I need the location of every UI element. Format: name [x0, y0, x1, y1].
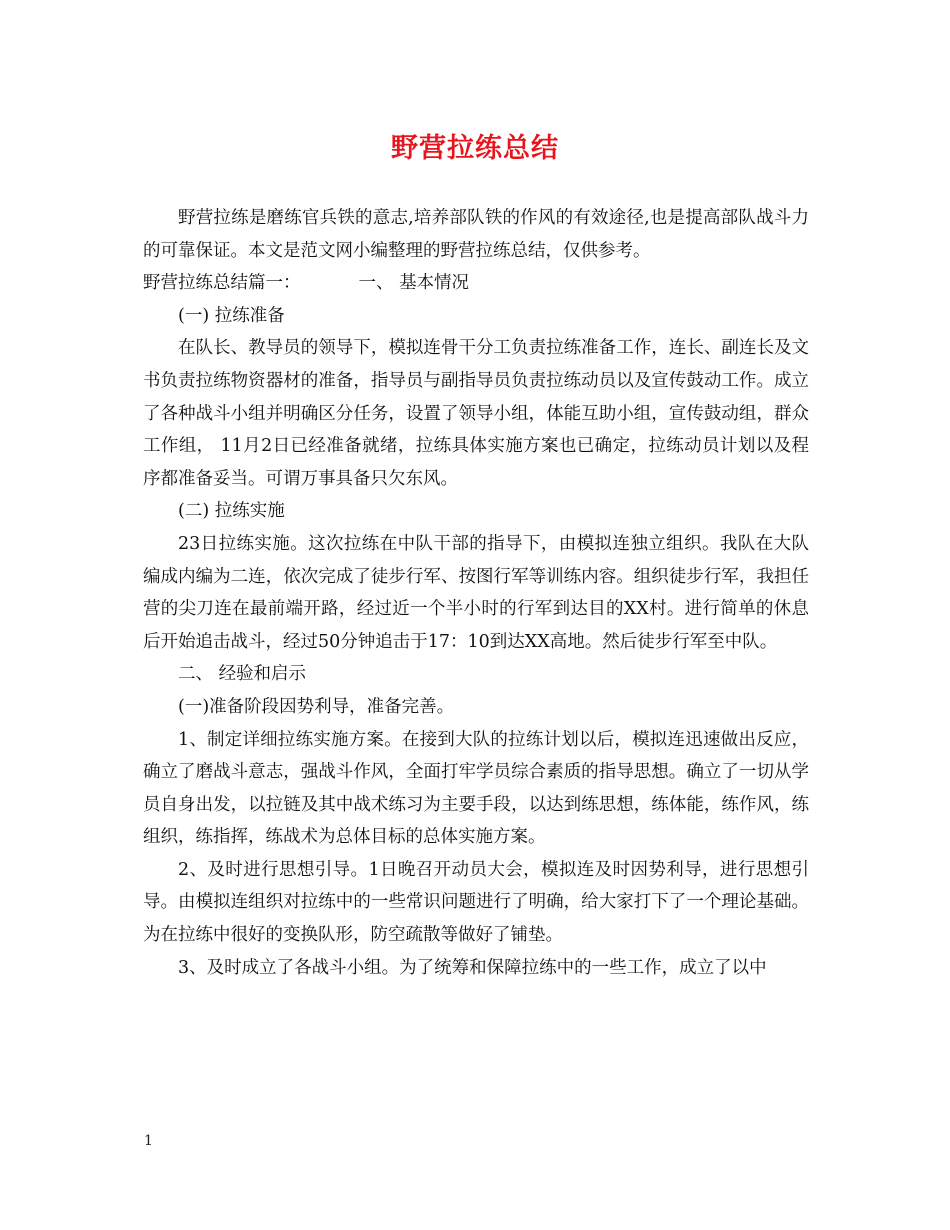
subsection-one-title: (一) 拉练准备: [178, 305, 285, 326]
part-label: 野营拉练总结篇一：: [143, 273, 301, 294]
subsection-two-title: (二) 拉练实施: [178, 501, 285, 522]
part-heading: [143, 267, 809, 300]
subsection-one-body: 在队长、教导员的领导下，模拟连骨干分工负责拉练准备工作，连长、副连长及文书负责拉练物资器材的准备，指导员与副指导员负责拉练动员以及宣传鼓动工作。成立了各种战斗小组并明确区分任务，设置了领导小组，体能互助小组，宣传鼓动组，群众工作组， 11月2日已经准备就绪，拉练具体实施方案也已确定，拉练动员计划以及程序都准备妥当。可谓万事具备只欠东风。: [143, 338, 809, 489]
subsection-three-title: (一)准备阶段因势利导，准备完善。: [178, 696, 455, 717]
section-one-heading: 一、 基本情况: [358, 273, 470, 294]
document-title: 野营拉练总结: [391, 133, 559, 164]
item-one-paragraph: 1、制定详细拉练实施方案。在接到大队的拉练计划以后，模拟连迅速做出反应，确立了磨战斗意志，强战斗作风，全面打牢学员综合素质的指导思想。确立了一切从学员自身出发，以拉链及其中战术练习为主要手段，以达到练思想，练体能，练作风，练组织，练指挥，练战术为总体目标的总体实施方案。: [143, 729, 809, 848]
page-number: 1: [144, 1133, 153, 1149]
item-three-paragraph: 3、及时成立了各战斗小组。为了统筹和保障拉练中的一些工作，成立了以中: [178, 957, 767, 978]
document-body: [143, 202, 809, 984]
subsection-two-body: 23日拉练实施。这次拉练在中队干部的指导下，由模拟连独立组织。我队在大队编成内编为二连，依次完成了徒步行军、按图行军等训练内容。组织徒步行军，我担任营的尖刀连在最前端开路，经过近一个半小时的行军到达目的XX村。进行简单的休息后开始追击战斗，经过50分钟追击于17：10到达XX高地。然后徒步行军至中队。: [143, 533, 809, 652]
intro-paragraph: 野营拉练是磨练官兵铁的意志,培养部队铁的作风的有效途径,也是提高部队战斗力的可靠保证。本文是范文网小编整理的野营拉练总结，仅供参考。: [143, 208, 809, 261]
section-two-heading: 二、 经验和启示: [178, 664, 307, 685]
item-two-paragraph: 2、及时进行思想引导。1日晚召开动员大会，模拟连及时因势利导，进行思想引导。由模拟连组织对拉练中的一些常识问题进行了明确，给大家打下了一个理论基础。为在拉练中很好的变换队形，防空疏散等做好了铺垫。: [143, 859, 809, 946]
